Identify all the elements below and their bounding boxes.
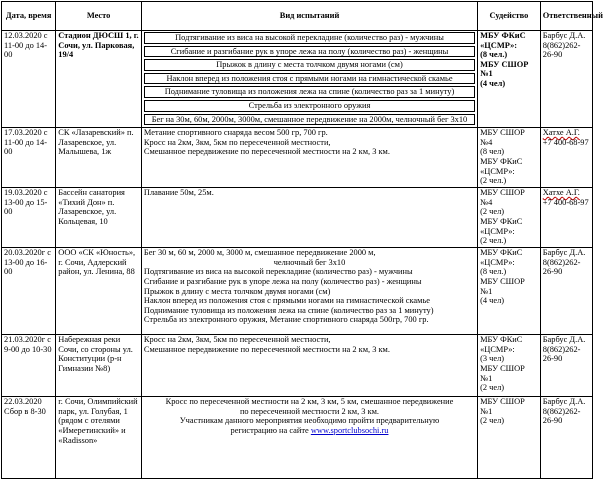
header-date: Дата, время <box>2 2 56 31</box>
test-box: Бег на 30м, 60м, 2000м, 3000м, смешанное передвижение на 2000м, челночный бег 3х10 <box>144 114 475 126</box>
test-line: Стрельба из электронного оружия, Метание спортивного снаряда 500гр, 700 гр. <box>143 315 429 325</box>
judging-line: МБУ СШОР №1 <box>480 397 525 416</box>
test-box: Поднимание туловища из положения лежа на спине (количество раз за 1 минуту) <box>144 86 475 98</box>
place-cell: ООО «СК «Юность», г. Сочи, Адлерский район, ул. Ленина, 88 <box>56 248 142 335</box>
judging-line: (8 чел.) <box>480 50 508 60</box>
judging-cell <box>478 31 541 128</box>
responsible-cell: Барбус Д.А. 8(862)262-26-90 <box>540 335 592 397</box>
test-line: Метание спортивного снаряда весом 500 гр, 700 гр. <box>143 128 328 138</box>
place-cell: СК «Лазаревский» п. Лазаревское, ул. Малышева, 1ж <box>56 128 142 188</box>
judging-cell <box>478 335 541 397</box>
test-box: Стрельба из электронного оружия <box>144 100 475 112</box>
responsible-phone: +7 400-68-97 <box>542 137 589 147</box>
judging-line: МБУ СШОР №4 <box>480 188 525 207</box>
test-line: Смешанное передвижение по пересеченной местности на 2 км, 3 км. <box>143 147 390 157</box>
responsible-name: Хатхе А.Г. <box>542 128 580 138</box>
judging-line: МБУ ФКиС «ЦСМР»: <box>480 248 523 267</box>
test-line: Плавание 50м, 25м. <box>143 188 214 198</box>
judging-line: (3 чел) <box>480 354 505 364</box>
registration-link[interactable]: www.sportclubsochi.ru <box>310 425 389 435</box>
test-line: челночный бег 3х10 <box>273 257 346 267</box>
judging-line: (2 чел.) <box>480 176 507 186</box>
judging-line: МБУ СШОР №1 <box>480 276 525 296</box>
schedule-table <box>1 1 603 479</box>
header-responsible: Ответственный <box>540 2 592 31</box>
judging-line: МБУ СШОР №1 <box>480 363 525 383</box>
header-judging: Судейство <box>478 2 541 31</box>
judging-line: (2 чел.) <box>480 236 507 246</box>
place-cell: Бассейн санатория «Тихий Дон» п. Лазаревское, ул. Кольцевая, 10 <box>56 188 142 248</box>
judging-cell <box>478 397 541 479</box>
test-line: Бег 30 м, 60 м, 2000 м, 3000 м, смешанное передвижение 2000 м, <box>143 248 376 258</box>
place-cell: г. Сочи, Олимпийский парк, ул. Голубая, 1 (рядом с отелями «Имеретинский» и «Radisson» <box>56 397 142 479</box>
judging-cell <box>478 248 541 335</box>
responsible-cell <box>540 128 592 188</box>
place-cell: Стадион ДЮСШ 1, г. Сочи, ул. Парковая, 19/4 <box>56 31 142 128</box>
responsible-cell: Барбус Д.А. 8(862)262-26-90 <box>540 248 592 335</box>
test-box: Прыжок в длину с места толчком двумя ногами (см) <box>144 59 475 71</box>
table-row <box>2 248 593 335</box>
table-row <box>2 397 593 479</box>
judging-line: (4 чел) <box>480 296 505 306</box>
test-line: Подтягивание из виса на высокой перекладине (количество раз) - мужчины <box>143 267 413 277</box>
judging-line: (8 чел) <box>480 147 505 157</box>
judging-line: (4 чел) <box>480 78 506 88</box>
tests-cell <box>141 31 477 128</box>
date-cell: 20.03.2020г с 13-00 до 16-00 <box>2 248 56 335</box>
table-row <box>2 335 593 397</box>
test-line: Поднимание туловища из положения лежа на спине (количество раз за 1 минуту) <box>143 305 434 315</box>
test-line: Участникам данного мероприятия необходимо пройти предварительную <box>179 416 440 426</box>
responsible-cell: Барбус Д.А. 8(862)262-26-90 <box>540 397 592 479</box>
judging-cell <box>478 128 541 188</box>
test-line: Наклон вперед из положения стоя с прямыми ногами на гимнастической скамье <box>143 296 430 306</box>
responsible-cell: Барбус Д.А. 8(862)262-26-90 <box>540 31 592 128</box>
place-cell: Набережная реки Сочи, со стороны ул. Конституции (р-н Гимназии №8) <box>56 335 142 397</box>
table-row <box>2 31 593 128</box>
test-box: Наклон вперед из положения стоя с прямыми ногами на гимнастической скамье <box>144 73 475 85</box>
judging-line: (2 чел) <box>480 416 505 426</box>
tests-cell <box>141 248 477 335</box>
test-line: Прыжок в длину с места толчком двумя ногами (см) <box>143 286 331 296</box>
test-line: по пересеченной местности 2 км, 3 км. <box>239 406 380 416</box>
date-cell: 19.03.2020 с 13-00 до 15-00 <box>2 188 56 248</box>
responsible-phone: +7 400-68-97 <box>542 197 589 207</box>
judging-cell <box>478 188 541 248</box>
registration-line <box>144 426 475 436</box>
test-box: Подтягивание из виса на высокой перекладине (количество раз) - мужчины <box>144 32 475 44</box>
judging-line: МБУ ФКиС «ЦСМР»: <box>480 156 523 176</box>
test-line: Сгибание и разгибание рук в упоре лежа на полу (количество раз) - женщины <box>143 276 422 286</box>
tests-cell <box>141 188 477 248</box>
test-line: Кросс по пересеченной местности на 2 км, 3 км, 5 км, смешанное передвижение <box>165 397 454 407</box>
date-cell: 12.03.2020 с 11-00 до 14-00 <box>2 31 56 128</box>
judging-line: МБУ СШОР №1 <box>480 59 529 79</box>
table-row <box>2 188 593 248</box>
test-box: Сгибание и разгибание рук в упоре лежа на полу (количество раз) - женщины <box>144 46 475 58</box>
registration-text: регистрацию на сайте <box>230 425 309 435</box>
date-cell: 17.03.2020 с 11-00 до 14-00 <box>2 128 56 188</box>
header-tests: Вид испытаний <box>141 2 477 31</box>
test-line: Кросс на 2км, 3км, 5км по пересеченной местности, <box>143 137 331 147</box>
judging-line: (2 чел) <box>480 207 505 217</box>
responsible-name: Хатхе А.Г. <box>542 188 580 198</box>
header-place: Место <box>56 2 142 31</box>
responsible-cell <box>540 188 592 248</box>
table-row <box>2 128 593 188</box>
tests-cell <box>141 397 477 479</box>
test-line: Кросс на 2км, 3км, 5км по пересеченной местности, <box>143 335 331 345</box>
tests-cell <box>141 335 477 397</box>
test-line: Смешанное передвижение по пересеченной местности на 2 км, 3 км. <box>143 344 390 354</box>
judging-line: МБУ ФКиС «ЦСМР»: <box>480 31 526 50</box>
judging-line: МБУ ФКиС «ЦСМР»: <box>480 335 523 354</box>
judging-line: (8 чел.) <box>480 267 507 277</box>
date-cell: 21.03.2020г с 9-00 до 10-30 <box>2 335 56 397</box>
header-row <box>2 2 593 31</box>
judging-line: МБУ ФКиС «ЦСМР»: <box>480 216 523 236</box>
judging-line: МБУ СШОР №4 <box>480 128 525 147</box>
judging-line: (2 чел) <box>480 383 505 393</box>
tests-cell <box>141 128 477 188</box>
date-cell: 22.03.2020 Сбор в 8-30 <box>2 397 56 479</box>
